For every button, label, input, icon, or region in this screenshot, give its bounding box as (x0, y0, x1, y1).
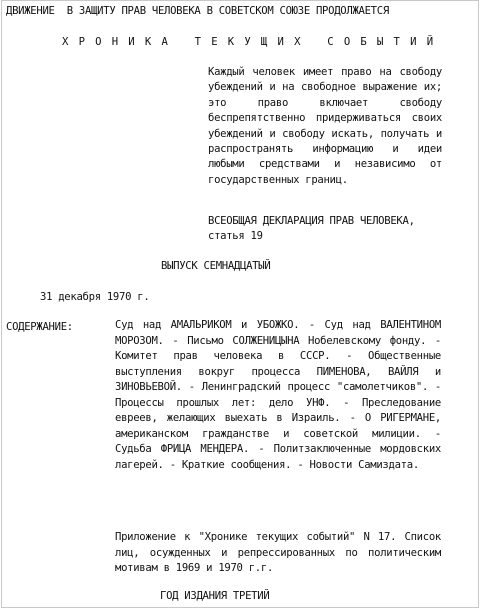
epigraph-text: Каждый человек имеет право на свободу убеждений и на свободное выражение их; это право включает свободу беспрепятственно придерживаться своих убеждений и свободу искать, получать и распространять информацию и идеи любыми средствами и независимо от государственных границ. (208, 66, 442, 186)
appendix-text: Приложение к "Хронике текущих событий" N 17. Список лиц, осужденных и репрессированных по политическим мотивам в 1969 и 1970 г.г. (115, 531, 441, 574)
issue-date: 31 декабря 1970 г. (40, 291, 150, 303)
contents-label: СОДЕРЖАНИЕ: (6, 321, 73, 333)
edition-year: ГОД ИЗДАНИЯ ТРЕТИЙ (160, 590, 270, 602)
issue-title: ВЫПУСК СЕМНАДЦАТЫЙ (161, 260, 271, 272)
chronicle-title: ХРОНИКА ТЕКУЩИХ СОБЫТИЙ (62, 36, 444, 48)
document-header: ДВИЖЕНИЕ В ЗАЩИТУ ПРАВ ЧЕЛОВЕКА В СОВЕТСКОМ СОЮЗЕ ПРОДОЛЖАЕТСЯ (6, 5, 389, 17)
epigraph-source-article: статья 19 (208, 230, 263, 243)
contents-text: Суд над АМАЛЬРИКОМ и УБОЖКО. - Суд над ВАЛЕНТИНОМ МОРОЗОМ. - Письмо СОЛЖЕНИЦЫНА Нобелевскому фонду. - Комитет прав человека в СССР. - Общественные выступления вокруг процесса ПИМЕНОВА, ВАЙЛЯ и ЗИНОВЬЕВОЙ. - Ленинградский процесс "самолетчиков". - Процессы прошлых лет: дело УНФ. - Преследование евреев, желающих выехать в Израиль. - О РИГЕРМАНЕ, американском гражданстве и советской милиции. - Судьба ФРИЦА МЕНДЕРА. - Политзаключенные мордовских лагерей. - Краткие сообщения. - Новости Самиздата. (115, 319, 441, 471)
epigraph-source-title: ВСЕОБЩАЯ ДЕКЛАРАЦИЯ ПРАВ ЧЕЛОВЕКА, (208, 215, 415, 227)
epigraph-source (208, 214, 448, 245)
